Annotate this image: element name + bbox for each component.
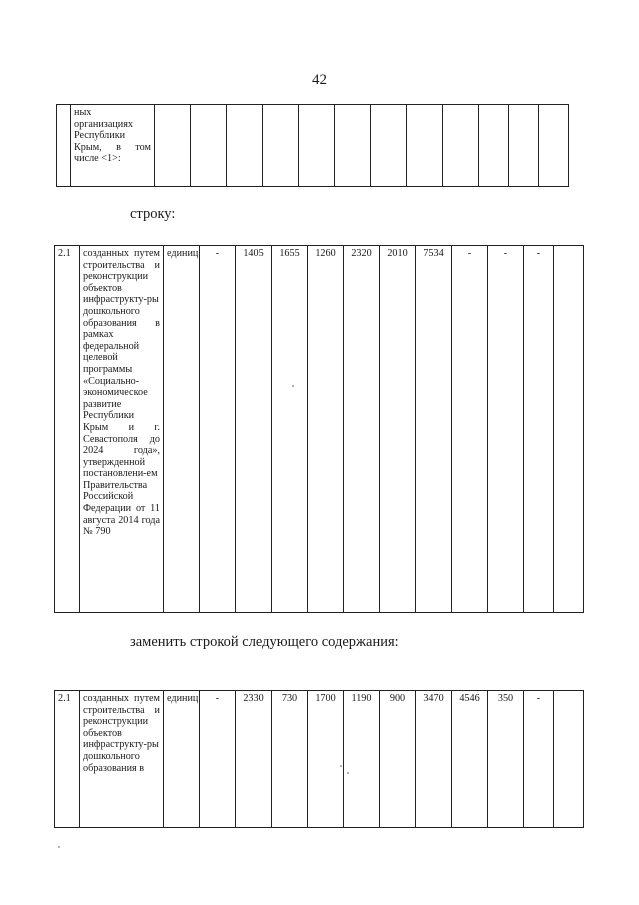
table-fragment-top (56, 104, 569, 187)
row-code: 2.1 (55, 691, 80, 828)
table-cell-empty (155, 105, 191, 187)
table-cell-empty (479, 105, 509, 187)
table-cell-empty (57, 105, 71, 187)
scan-speck (292, 385, 294, 387)
table-cell-empty (407, 105, 443, 187)
row-description: созданных путем строительства и реконструкции объектов инфраструкту-ры дошкольного образования в рамках федеральной целевой программы «Социально-экономическое развитие Республики Крым и г. Севастополя до 2024 года», утвержденной постановлени-ем Правительства Российской Федерации от 11 августа 2014 года № 790 (80, 246, 164, 613)
row-description: созданных путем строительства и реконструкции объектов инфраструкту-ры дошкольного образования в (80, 691, 164, 828)
table-row (55, 246, 614, 613)
value-cell: - (200, 246, 236, 613)
value-cell: - (200, 691, 236, 828)
scan-speck (347, 772, 349, 774)
page-number: 42 (312, 72, 327, 88)
value-cell: 730 (272, 691, 308, 828)
table-cell-empty (191, 105, 227, 187)
value-cell: 3470 (416, 691, 452, 828)
value-cell: - (524, 246, 554, 613)
value-cell: 1655 (272, 246, 308, 613)
table-cell-label: ных организациях Республики Крым, в том числе <1>: (71, 105, 155, 187)
scan-speck (58, 846, 60, 848)
paragraph-row-label: строку: (130, 206, 176, 222)
value-cell: 4546 (452, 691, 488, 828)
table-row (55, 691, 614, 828)
value-cell: 2010 (380, 246, 416, 613)
table-cell-empty (227, 105, 263, 187)
paragraph-replace-label: заменить строкой следующего содержания: (130, 634, 399, 650)
row-code: 2.1 (55, 246, 80, 613)
table-cell-empty (509, 105, 539, 187)
value-cell: - (488, 246, 524, 613)
value-cell (554, 246, 584, 613)
table-row-new (54, 690, 614, 828)
row-unit: единиц (164, 246, 200, 613)
value-cell: 2330 (236, 691, 272, 828)
table-cell-empty (263, 105, 299, 187)
table-cell-empty (539, 105, 569, 187)
table-cell-empty (443, 105, 479, 187)
row-unit: единиц (164, 691, 200, 828)
value-cell: 1260 (308, 246, 344, 613)
table-cell-empty (299, 105, 335, 187)
table-row-old (54, 245, 614, 613)
table-cell-empty (371, 105, 407, 187)
value-cell: 900 (380, 691, 416, 828)
scan-speck (340, 765, 342, 767)
value-cell: - (452, 246, 488, 613)
value-cell: 1405 (236, 246, 272, 613)
value-cell: 2320 (344, 246, 380, 613)
value-cell: 7534 (416, 246, 452, 613)
value-cell: 1190 (344, 691, 380, 828)
value-cell: - (524, 691, 554, 828)
value-cell: 350 (488, 691, 524, 828)
value-cell: 1700 (308, 691, 344, 828)
table-cell-empty (335, 105, 371, 187)
table-row (57, 105, 569, 187)
value-cell (554, 691, 584, 828)
